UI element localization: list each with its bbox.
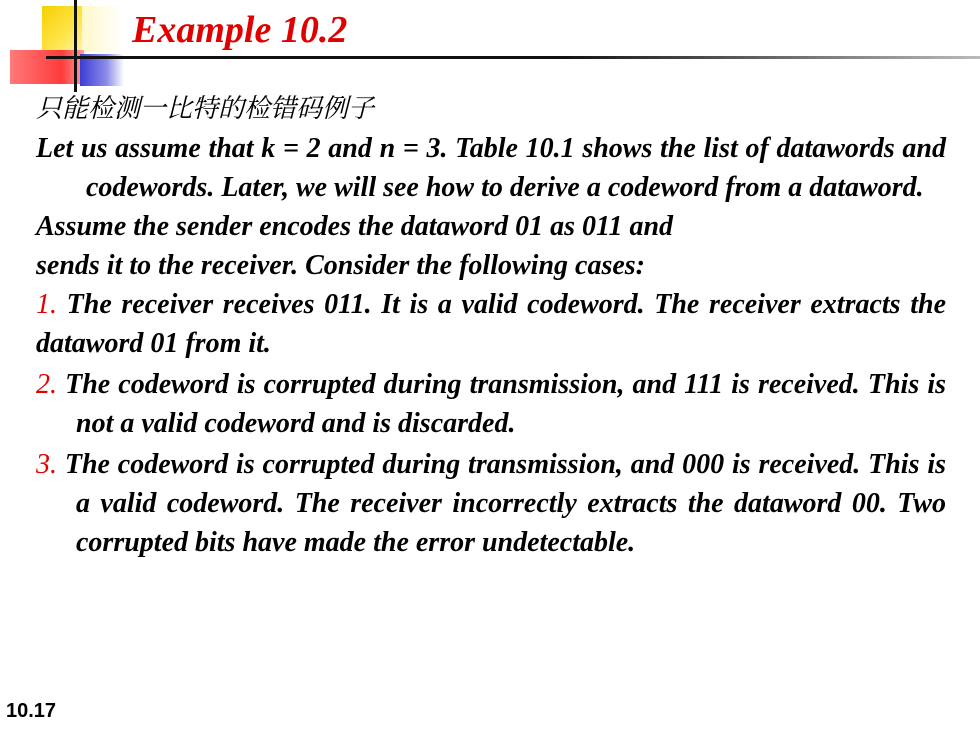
list-item-2 [36,365,946,443]
subtitle-cn: 只能检测一比特的检错码例子 [36,94,375,124]
slide-body [36,90,946,562]
paragraph-intro: Let us assume that k = 2 and n = 3. Table 10.1 shows the list of datawords and codewords. Later, we will see how to derive a codeword from a dataword. [36,133,946,203]
item-text: The codeword is corrupted during transmission, and 000 is received. This is a valid codeword. The receiver incorrectly extracts the dataword 00. Two corrupted bits have made the error undetectable. [57,449,946,558]
item-text: The codeword is corrupted during transmission, and 111 is received. This is not a valid codeword and is discarded. [57,369,946,439]
item-text: The receiver receives 011. It is a valid codeword. The receiver extracts the dataword 01 from it. [36,289,946,359]
decor-vertical-line [74,0,77,92]
paragraph-sends: sends it to the receiver. Consider the following cases: [36,250,645,281]
list-item-1 [36,285,946,363]
paragraph-assume: Assume the sender encodes the dataword 01 as 011 and [36,211,674,242]
page-number: 10.17 [6,700,57,722]
slide-title: Example 10.2 [132,9,348,51]
decor-shadow [82,6,122,52]
list-item-3 [36,445,946,562]
item-number: 1. [36,289,57,320]
item-number: 2. [36,369,57,400]
title-underline [46,56,980,59]
item-number: 3. [36,449,57,480]
